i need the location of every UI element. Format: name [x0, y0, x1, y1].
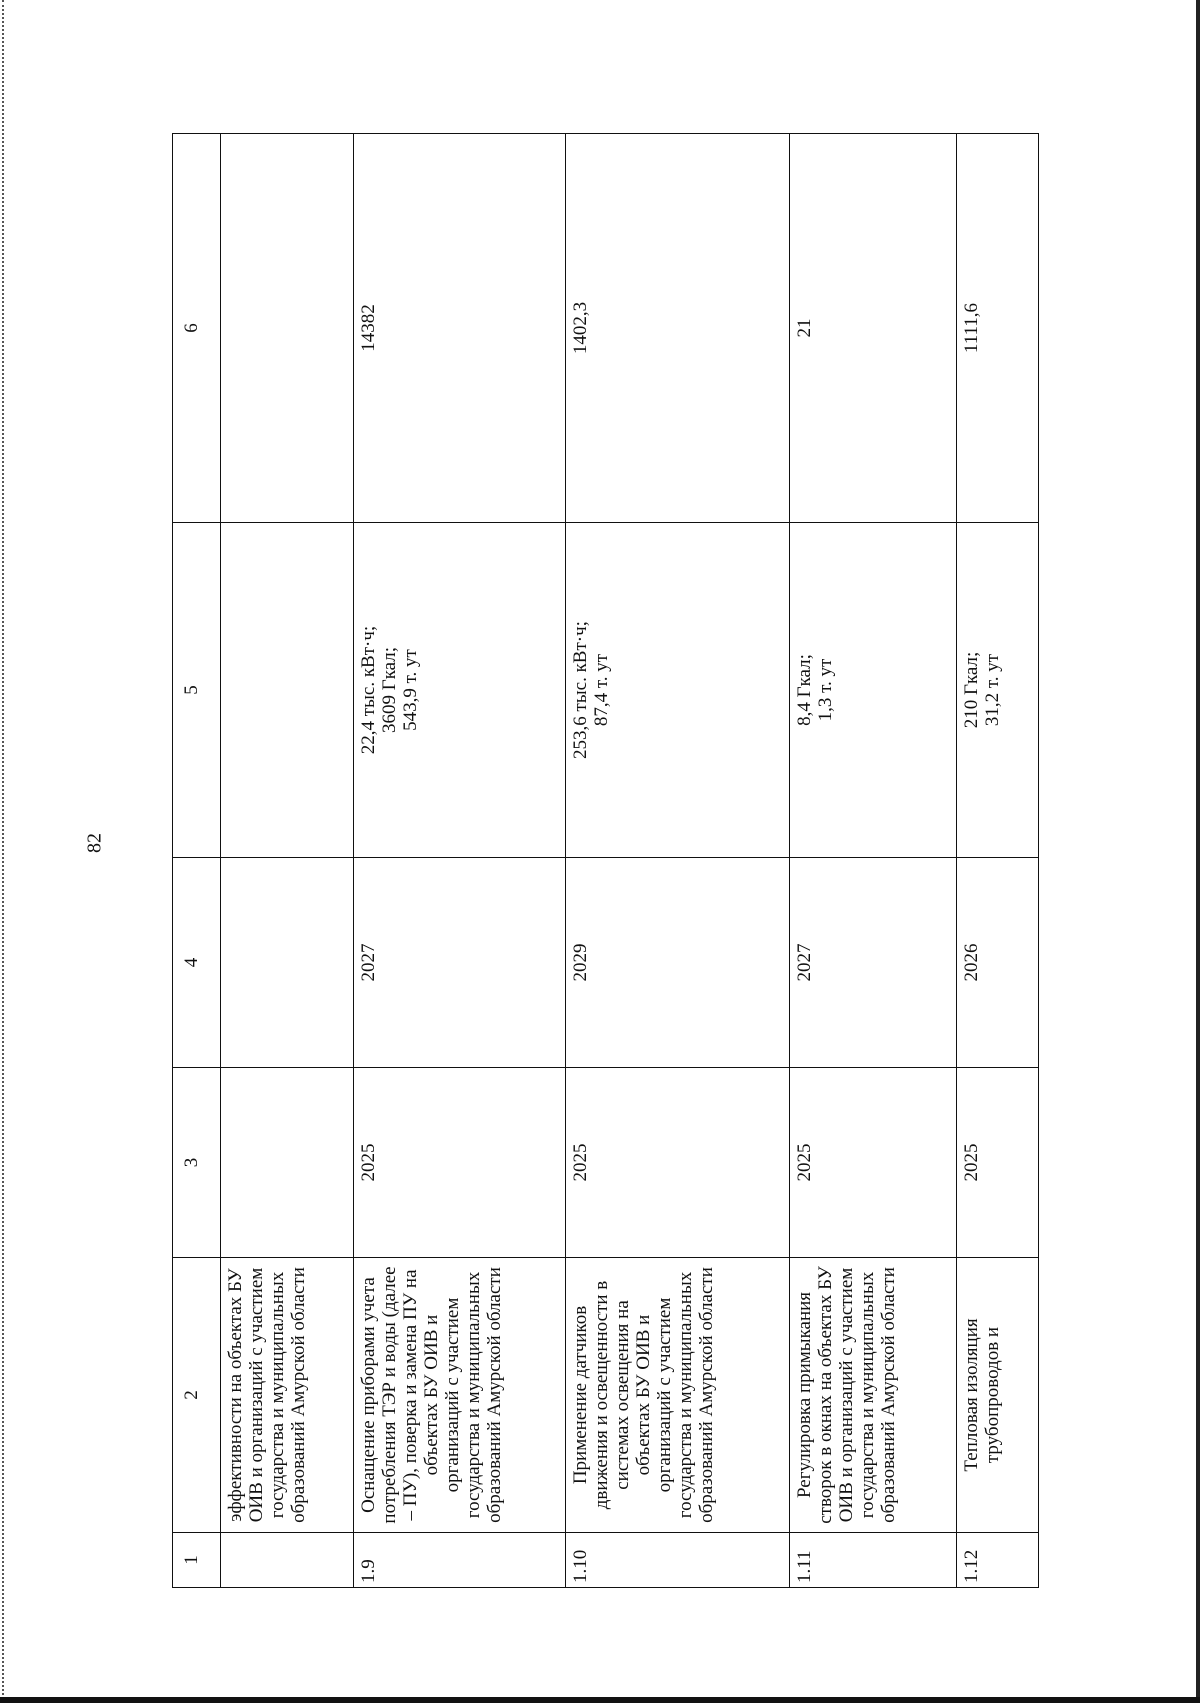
table-row [957, 134, 1039, 1588]
start-year: 2025 [354, 1068, 566, 1258]
header-cell-2: 2 [173, 1258, 221, 1533]
table-row [221, 134, 354, 1588]
cost-value: 14382 [354, 134, 566, 523]
scan-edge-left [2, 0, 4, 1703]
row-number: 1.12 [957, 1533, 1039, 1588]
row-number [221, 1533, 354, 1588]
end-year: 2027 [354, 858, 566, 1068]
savings-effect: 210 Гкал; 31,2 т. ут [957, 523, 1039, 858]
header-cell-5: 5 [173, 523, 221, 858]
end-year: 2026 [957, 858, 1039, 1068]
savings-effect: 8,4 Гкал; 1,3 т. ут [790, 523, 957, 858]
end-year: 2027 [790, 858, 957, 1068]
measure-name: Оснащение приборами учета потребления ТЭР и воды (далее – ПУ), поверка и замена ПУ на объектах БУ ОИВ и организаций с участием государства и муниципальных образований Амурской области [354, 1258, 566, 1533]
start-year: 2025 [566, 1068, 790, 1258]
header-cell-3: 3 [173, 1068, 221, 1258]
cost-value: 1402,3 [566, 134, 790, 523]
measure-name: Регулировка примыкания створок в окнах на объектах БУ ОИВ и организаций с участием государства и муниципальных образований Амурской области [790, 1258, 957, 1533]
measure-name: эффективности на объектах БУ ОИВ и организаций с участием государства и муниципальных образований Амурской области [221, 1258, 354, 1533]
table-row [790, 134, 957, 1588]
savings-effect [221, 523, 354, 858]
rotated-table [172, 134, 1038, 1588]
cost-value [221, 134, 354, 523]
row-number: 1.9 [354, 1533, 566, 1588]
start-year [221, 1068, 354, 1258]
header-cell-1: 1 [173, 1533, 221, 1588]
measure-name: Применение датчиков движения и освещенности в системах освещения на объектах БУ ОИВ и организаций с участием государства и муниципальных образований Амурской области [566, 1258, 790, 1533]
table-row [354, 134, 566, 1588]
cost-value: 21 [790, 134, 957, 523]
header-cell-6: 6 [173, 134, 221, 523]
savings-effect: 22,4 тыс. кВт·ч; 3609 Гкал; 543,9 т. ут [354, 523, 566, 858]
measure-name: Тепловая изоляция трубопроводов и [957, 1258, 1039, 1533]
row-number: 1.11 [790, 1533, 957, 1588]
end-year: 2029 [566, 858, 790, 1068]
table-header-row [173, 134, 221, 1588]
cost-value: 1111,6 [957, 134, 1039, 523]
header-cell-4: 4 [173, 858, 221, 1068]
scan-edge-bottom [0, 1697, 1200, 1703]
row-number: 1.10 [566, 1533, 790, 1588]
scan-edge-right [1196, 0, 1200, 1703]
page-number-text: 82 [83, 833, 106, 853]
measures-table [172, 133, 1039, 1588]
table-row [566, 134, 790, 1588]
start-year: 2025 [790, 1068, 957, 1258]
savings-effect: 253,6 тыс. кВт·ч; 87,4 т. ут [566, 523, 790, 858]
end-year [221, 858, 354, 1068]
start-year: 2025 [957, 1068, 1039, 1258]
